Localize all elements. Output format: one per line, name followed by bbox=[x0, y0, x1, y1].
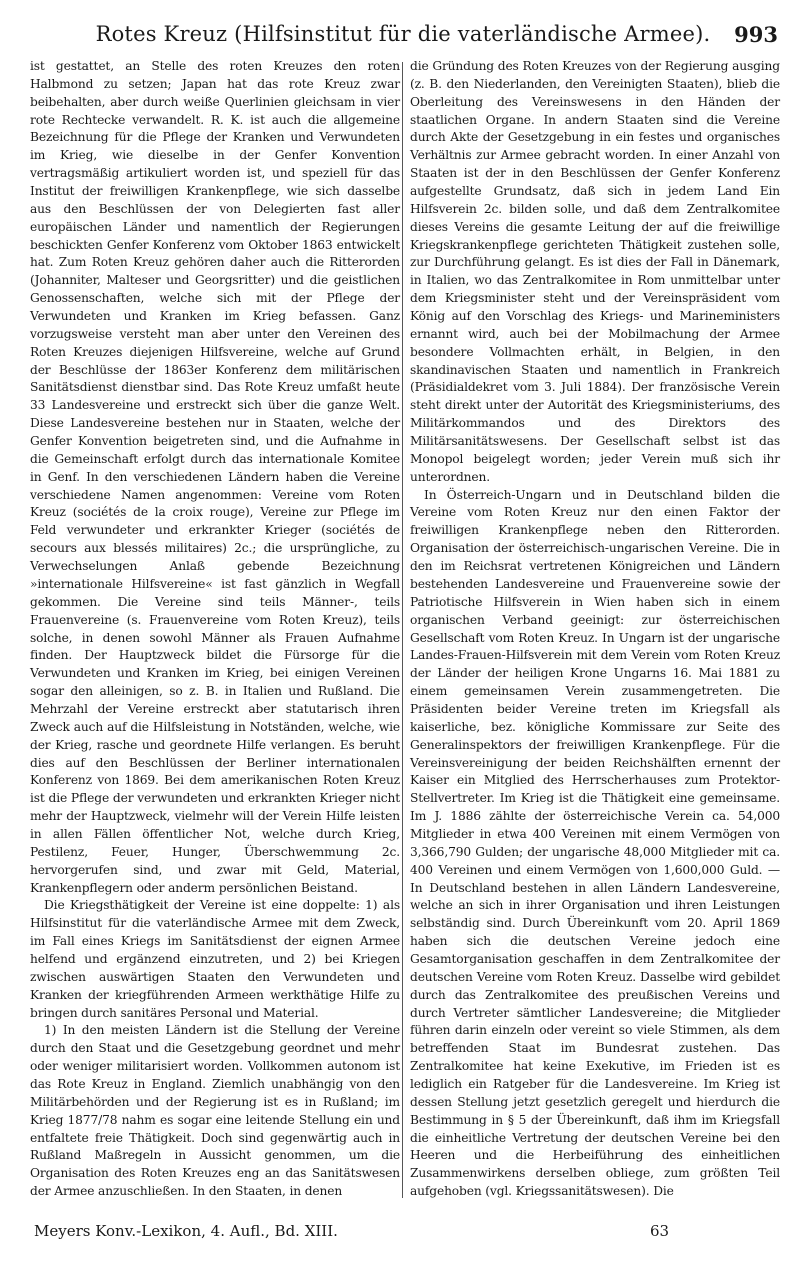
page-header bbox=[28, 20, 778, 50]
column-divider bbox=[402, 62, 403, 1198]
paragraph: Die Kriegsthätigkeit der Vereine ist eine doppelte: 1) als Hilfsinstitut für die vaterländische Armee mit dem Zweck, im Fall eines Kriegs im Sanitätsdienst der eignen Armee helfend und ergänzend einzutreten, und 2) bei Kriegen zwischen auswärtigen Staaten den Verwundeten und Kranken der kriegführenden Armeen werkthätige Hilfe zu bringen durch sanitäres Personal und Material. bbox=[30, 898, 400, 1020]
left-column bbox=[30, 58, 400, 1200]
paragraph: 1) In den meisten Ländern ist die Stellung der Vereine durch den Staat und die Gesetzgebung geordnet und mehr oder weniger militarisiert worden. Vollkommen autonom ist das Rote Kreuz in England. Ziemlich unabhängig von den Militärbehörden und der Regierung ist es in Rußland; im Krieg 1877/78 nahm es sogar eine leitende Stellung ein und entfaltete freie Thätigkeit. Doch sind gegenwärtig auch in Rußland Maßregeln in Aussicht genommen, um die Organisation des Roten Kreuzes eng an das Sanitätswesen der Armee anzuschließen. In den Staaten, in denen bbox=[30, 1023, 400, 1199]
page-footer bbox=[30, 1222, 770, 1246]
paragraph: In Österreich-Ungarn und in Deutschland bilden die Vereine vom Roten Kreuz nur den einen Faktor der freiwilligen Krankenpflege neben den Ritterorden. Organisation der österreichisch-ungarischen Vereine. Die in den im Reichsrat vertretenen Königreichen und Ländern bestehenden Landesvereine und Frauenvereine sowie der Patriotische Hilfsverein in Wien haben sich in einem organischen Verband geeinigt: zur österreichischen Gesellschaft vom Roten Kreuz. In Ungarn ist der ungarische Landes-Frauen-Hilfsverein mit dem Verein vom Roten Kreuz der Länder der heiligen Krone Ungarns 16. Mai 1881 zu einem gemeinsamen Verein zusammengetreten. Die Präsidenten beider Vereine treten im Kriegsfall als kaiserliche, bez. königliche Kommissare zur Seite des Generalinspektors der freiwilligen Krankenpflege. Für die Vereinsvereinigung der beiden Reichshälften ernennt der Kaiser ein Mitglied des Herrscherhauses zum Protektor-Stellvertreter. Im Krieg ist die Thätigkeit eine gemeinsame. Im J. 1886 zählte der österreichische Verein ca. 54,000 Mitglieder in etwa 400 Vereinen mit einem Vermögen von 3,366,790 Gulden; der ungarische 48,000 Mitglieder mit ca. 400 Vereinen und einem Vermögen von 1,600,000 Guld. — In Deutschland bestehen in allen Ländern Landesvereine, welche an sich in ihrer Organisation und ihren Leistungen selbständig sind. Durch Übereinkunft vom 20. April 1869 haben sich die deutschen Vereine jedoch eine Gesamtorganisation geschaffen in dem Zentralkomitee der deutschen Vereine vom Roten Kreuz. Dasselbe wird gebildet durch das Zentralkomitee des preußischen Vereins und durch Vertreter sämtlicher Landesvereine; die Mitglieder führen darin einzeln oder vereint so viele Stimmen, als dem betreffenden Staat im Bundesrat zustehen. Das Zentralkomitee hat keine Exekutive, im Frieden ist es lediglich ein Ratgeber für die Landesvereine. Im Krieg ist dessen Stellung jetzt gesetzlich geregelt und hierdurch die Bestimmung in § 5 der Übereinkunft, daß ihm im Kriegsfall die einheitliche Vertretung der deutschen Vereine bei den Heeren und die Herbeiführung des einheitlichen Zusammenwirkens derselben obliege, zum größten Teil aufgehoben (vgl. Kriegssanitätswesen). Die bbox=[410, 487, 780, 1199]
paragraph: die Gründung des Roten Kreuzes von der Regierung ausging (z. B. den Niederlanden, den Vereinigten Staaten), blieb die Oberleitung des Vereinswesens in den Händen der staatlichen Organe. In andern Staaten sind die Vereine durch Akte der Gesetzgebung in ein festes und organisches Verhältnis zur Armee gebracht worden. In einer Anzahl von Staaten ist der in den Beschlüssen der Genfer Konferenz aufgestellte Grundsatz, daß sich in jedem Land Ein Hilfsverein 2c. bilden solle, und daß dem Zentralkomitee dieses Vereins die gesamte Leitung der auf die freiwillige Kriegskrankenpflege gerichteten Thätigkeit zustehen solle, zur Durchführung gelangt. Es ist dies der Fall in Dänemark, in Italien, wo das Zentralkomitee in Rom unmittelbar unter dem Kriegsminister steht und der Vereinspräsident vom König auf den Vorschlag des Kriegs- und Marineministers ernannt wird, auch bei der Mobilmachung der Armee besondere Vollmachten erhält, in Belgien, in den skandinavischen Staaten und namentlich in Frankreich (Präsidialdekret vom 3. Juli 1884). Der französische Verein steht direkt unter der Autorität des Kriegsministeriums, des Militärkommandos und des Direktors des Militärsanitätswesens. Der Gesellschaft selbst ist das Monopol beigelegt worden; jeder Verein muß sich ihr unterordnen. bbox=[410, 59, 780, 484]
right-column bbox=[410, 58, 780, 1200]
page-number: 993 bbox=[734, 22, 778, 47]
signature-mark: 63 bbox=[650, 1222, 670, 1240]
paragraph: ist gestattet, an Stelle des roten Kreuzes den roten Halbmond zu setzen; Japan hat das rote Kreuz zwar beibehalten, aber durch weiße Querlinien gleichsam in vier rote Rechtecke verwandelt. R. K. ist auch die allgemeine Bezeichnung für die Pflege der Kranken und Verwundeten im Krieg, wie dieselbe in der Genfer Konvention vertragsmäßig artikuliert worden ist, und speziell für das Institut der freiwilligen Krankenpflege, wie sich dasselbe aus den Beschlüssen der von Delegierten fast aller europäischen Länder und namentlich der Regierungen beschickten Genfer Konferenz vom Oktober 1863 entwickelt hat. Zum Roten Kreuz gehören daher auch die Ritterorden (Johanniter, Malteser und Georgsritter) und die geistlichen Genossenschaften, welche sich mit der Pflege der Verwundeten und Kranken im Krieg befassen. Ganz vorzugsweise versteht man aber unter den Vereinen des Roten Kreuzes diejenigen Hilfsvereine, welche auf Grund der Beschlüsse der 1863er Konferenz dem militärischen Sanitätsdienst dienstbar sind. Das Rote Kreuz umfaßt heute 33 Landesvereine und erstreckt sich über die ganze Welt. Diese Landesvereine bestehen nur in Staaten, welche der Genfer Konvention beigetreten sind, und die Aufnahme in die Gemeinschaft erfolgt durch das internationale Komitee in Genf. In den verschiedenen Ländern haben die Vereine verschiedene Namen angenommen: Vereine vom Roten Kreuz (sociétés de la croix rouge), Vereine zur Pflege im Feld verwundeter und erkrankter Krieger (sociétés de secours aux blessés militaires) 2c.; die ursprüngliche, zu Verwechselungen Anlaß gebende Bezeichnung »internationale Hilfsvereine« ist fast gänzlich in Wegfall gekommen. Die Vereine sind teils Männer-, teils Frauenvereine (s. Frauenvereine vom Roten Kreuz), teils solche, in denen sowohl Männer als Frauen Aufnahme finden. Der Hauptzweck bildet die Fürsorge für die Verwundeten und Kranken im Krieg, bei einigen Vereinen sogar den alleinigen, so z. B. in Italien und Rußland. Die Mehrzahl der Vereine erstreckt aber statutarisch ihren Zweck auch auf die Hilfsleistung in Notständen, welche, wie der Krieg, rasche und geordnete Hilfe verlangen. Es beruht dies auf den Beschlüssen der Berliner internationalen Konferenz von 1869. Bei dem amerikanischen Roten Kreuz ist die Pflege der verwundeten und erkrankten Krieger nicht mehr der Hauptzweck, vielmehr will der Verein Hilfe leisten in allen Fällen öffentlicher Not, welche durch Krieg, Pestilenz, Feuer, Hunger, Überschwemmung 2c. hervorgerufen sind, und zwar mit Geld, Material, Krankenpflegern oder anderm persönlichen Beistand. bbox=[30, 59, 400, 895]
running-title: Rotes Kreuz (Hilfsinstitut für die vaterländische Armee). bbox=[95, 22, 711, 46]
imprint-line: Meyers Konv.-Lexikon, 4. Aufl., Bd. XIII. bbox=[34, 1222, 338, 1240]
